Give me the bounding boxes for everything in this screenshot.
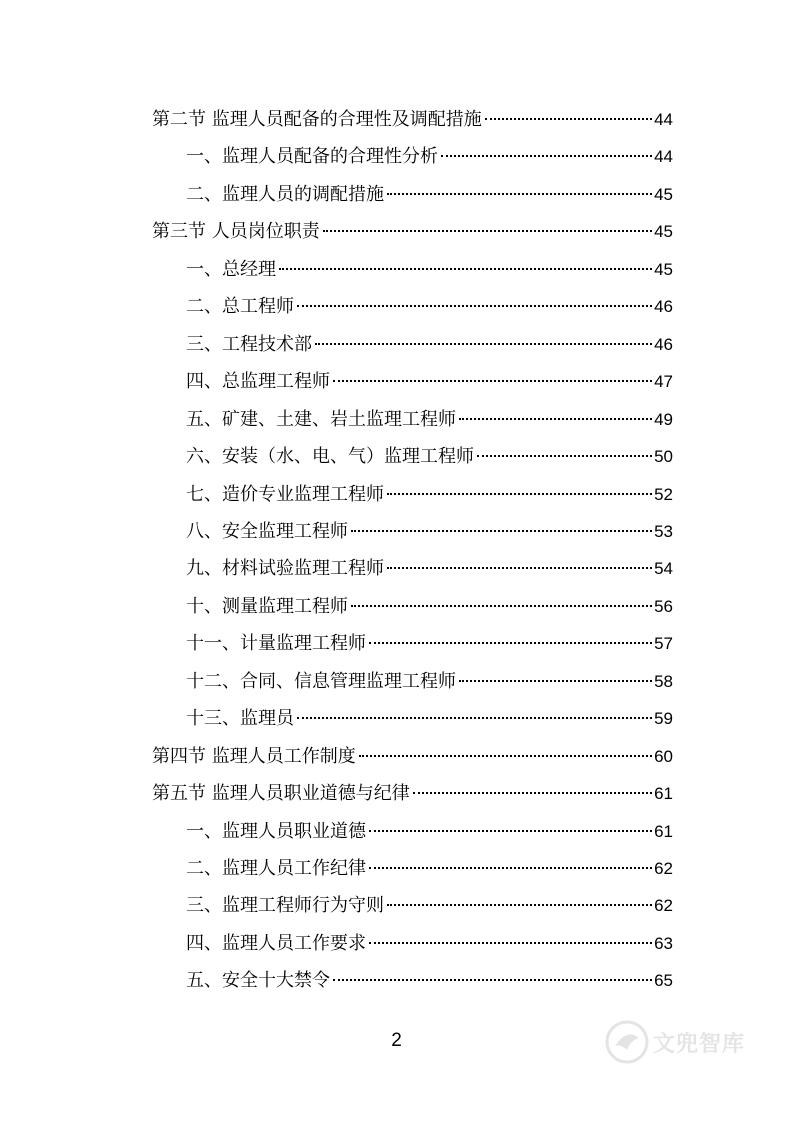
toc-entry-page: 57	[654, 634, 673, 654]
toc-entry-label: 二、总工程师	[186, 296, 294, 318]
toc-entry[interactable]	[186, 256, 673, 284]
dot-leader	[459, 418, 652, 420]
toc-entry-page: 61	[654, 821, 673, 841]
toc-entry[interactable]	[186, 443, 673, 471]
toc-entry-label: 第二节 监理人员配备的合理性及调配措施	[152, 109, 482, 130]
toc-entry[interactable]	[152, 780, 673, 808]
toc-entry[interactable]	[186, 143, 673, 171]
toc-entry-page: 45	[654, 184, 673, 204]
toc-entry-page: 56	[654, 596, 673, 616]
toc-entry[interactable]	[186, 967, 673, 995]
toc-entry-label: 二、监理人员的调配措施	[186, 183, 384, 205]
toc-entry[interactable]	[186, 818, 673, 846]
toc-entry-page: 52	[654, 484, 673, 504]
toc-entry-label: 一、监理人员配备的合理性分析	[186, 146, 438, 168]
toc-entry[interactable]	[186, 481, 673, 509]
toc-entry-label: 九、材料试验监理工程师	[186, 558, 384, 580]
toc-entry-page: 44	[654, 110, 673, 129]
toc-entry[interactable]	[186, 368, 673, 396]
dot-leader	[333, 979, 652, 981]
toc-entry-label: 十、测量监理工程师	[186, 595, 348, 617]
toc-entry-page: 65	[654, 971, 673, 991]
toc-entry-label: 第四节 监理人员工作制度	[152, 745, 356, 767]
toc-entry[interactable]	[152, 106, 673, 134]
toc-entry[interactable]	[186, 518, 673, 546]
toc-entry-page: 62	[654, 859, 673, 878]
toc-entry-label: 一、监理人员职业道德	[186, 820, 366, 842]
dot-leader	[485, 118, 652, 120]
toc-entry[interactable]	[186, 892, 673, 920]
toc-entry-label: 三、监理工程师行为守则	[186, 895, 384, 917]
dot-leader	[369, 867, 652, 869]
dot-leader	[279, 268, 652, 270]
toc-entry[interactable]	[152, 743, 673, 771]
toc-entry[interactable]	[186, 555, 673, 583]
dot-leader	[413, 792, 652, 794]
toc-entry-label: 一、总经理	[186, 258, 276, 280]
dot-leader	[323, 230, 652, 232]
toc-entry-page: 45	[654, 222, 673, 242]
toc-entry-page: 61	[654, 784, 673, 804]
toc-entry-label: 二、监理人员工作纪律	[186, 858, 366, 879]
toc-entry-page: 53	[654, 521, 673, 541]
toc-entry-page: 49	[654, 409, 673, 429]
toc-entry-page: 54	[654, 559, 673, 579]
toc-entry-page: 45	[654, 259, 673, 279]
toc-entry-page: 47	[654, 372, 673, 392]
toc-entry[interactable]	[152, 218, 673, 246]
dot-leader	[387, 193, 652, 195]
toc-entry-label: 第三节 人员岗位职责	[152, 221, 320, 243]
dot-leader	[477, 455, 652, 457]
toc-entry-page: 62	[654, 896, 673, 916]
toc-entry-label: 七、造价专业监理工程师	[186, 483, 384, 505]
toc-entry[interactable]	[186, 593, 673, 621]
toc-entry[interactable]	[186, 668, 673, 696]
watermark	[605, 1020, 745, 1064]
toc-entry-label: 五、安全十大禁令	[186, 970, 330, 992]
toc-entry-label: 十二、合同、信息管理监理工程师	[186, 670, 456, 692]
toc-entry-label: 四、监理人员工作要求	[186, 932, 366, 954]
watermark-text: 文兜智库	[652, 1031, 745, 1057]
dot-leader	[369, 830, 652, 832]
dot-leader	[351, 605, 652, 607]
dot-leader	[315, 343, 652, 345]
dot-leader	[369, 642, 652, 644]
toc-entry[interactable]	[186, 630, 673, 658]
dot-leader	[297, 305, 652, 307]
toc-entry[interactable]	[186, 855, 673, 883]
dot-leader	[459, 680, 652, 682]
toc-entry-label: 五、矿建、土建、岩土监理工程师	[186, 408, 456, 430]
toc-entry-label: 十一、计量监理工程师	[186, 633, 366, 655]
toc-entry-page: 46	[654, 334, 673, 354]
dot-leader	[387, 904, 652, 906]
brand-logo-icon	[605, 1020, 649, 1064]
toc-entry-label: 八、安全监理工程师	[186, 520, 348, 542]
dot-leader	[359, 755, 652, 757]
dot-leader	[369, 942, 652, 944]
page-number: 2	[391, 1030, 402, 1051]
dot-leader	[351, 530, 652, 532]
toc-entry[interactable]	[186, 406, 673, 434]
toc-entry[interactable]	[186, 181, 673, 209]
toc-entry[interactable]	[186, 705, 673, 733]
toc-entry-page: 60	[654, 746, 673, 766]
toc-entry-page: 63	[654, 933, 673, 953]
toc-entry-label: 六、安装（水、电、气）监理工程师	[186, 446, 474, 468]
toc-entry-label: 四、总监理工程师	[186, 371, 330, 393]
toc-entry[interactable]	[186, 293, 673, 321]
dot-leader	[387, 567, 652, 569]
toc-entry[interactable]	[186, 930, 673, 958]
toc-entry[interactable]	[186, 331, 673, 359]
toc-entry-label: 十三、监理员	[186, 708, 294, 730]
toc-entry-page: 46	[654, 297, 673, 317]
dot-leader	[441, 155, 652, 157]
dot-leader	[387, 493, 652, 495]
toc-entry-label: 第五节 监理人员职业道德与纪律	[152, 783, 410, 805]
toc-entry-page: 58	[654, 671, 673, 691]
toc-entry-page: 59	[654, 709, 673, 729]
toc-entry-page: 44	[654, 147, 673, 167]
dot-leader	[297, 717, 652, 719]
toc-entry-label: 三、工程技术部	[186, 333, 312, 355]
dot-leader	[333, 380, 652, 382]
toc-entry-page: 50	[654, 447, 673, 467]
